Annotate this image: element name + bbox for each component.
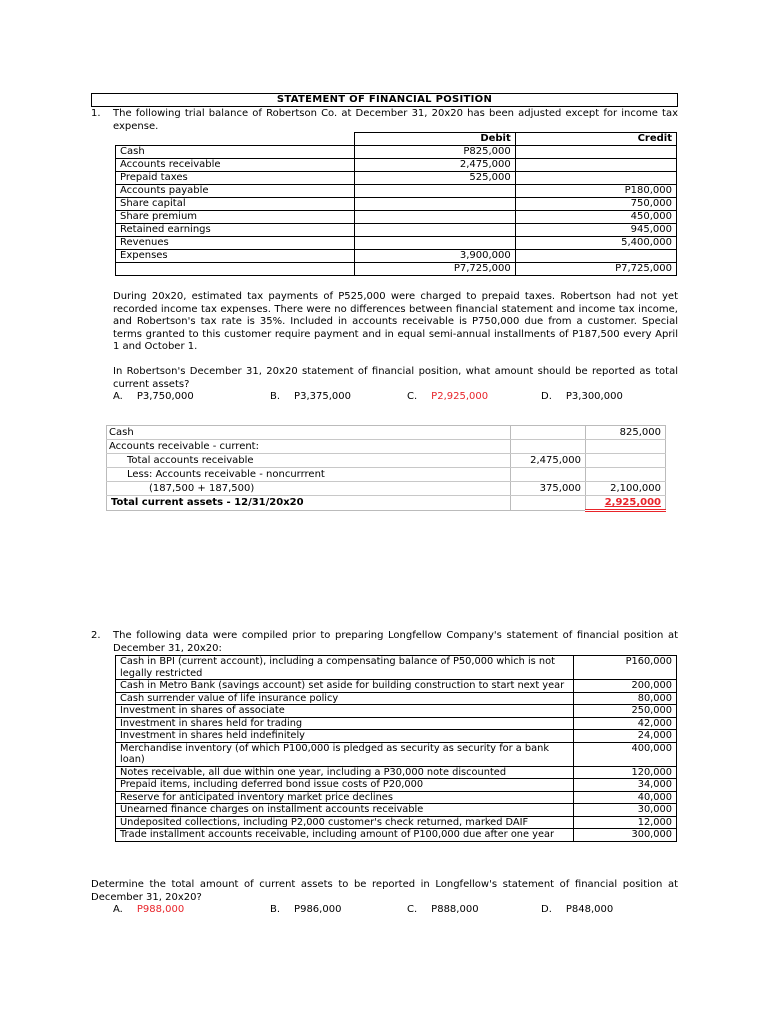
solution-label: Less: Accounts receivable - noncurrrent (107, 468, 511, 482)
debit-amount (354, 237, 515, 250)
trial-balance-row (116, 237, 677, 250)
credit-amount (515, 250, 676, 263)
account-name: Accounts payable (116, 185, 355, 198)
solution-label: Accounts receivable - current: (107, 440, 511, 454)
choice-letter: A. (113, 391, 123, 402)
item-amount: 250,000 (574, 705, 677, 718)
item-amount: 120,000 (574, 766, 677, 779)
solution-row (107, 440, 666, 454)
choice-text: P3,750,000 (136, 391, 194, 402)
item-amount: P160,000 (574, 656, 677, 680)
trial-balance-row (116, 146, 677, 159)
choice-d (541, 904, 613, 915)
item-amount: 200,000 (574, 680, 677, 693)
debit-amount: 3,900,000 (354, 250, 515, 263)
account-name: Accounts receivable (116, 159, 355, 172)
item-description: Investment in shares held indefinitely (116, 730, 574, 743)
solution-label: Total accounts receivable (107, 454, 511, 468)
trial-balance-header (116, 133, 677, 146)
trial-balance-row (116, 211, 677, 224)
solution-total-label: Total current assets - 12/31/20x20 (107, 496, 511, 511)
choice-letter: C. (407, 904, 418, 915)
item-amount: 30,000 (574, 804, 677, 817)
solution-row (107, 426, 666, 440)
data-row (116, 779, 677, 792)
item-description: Undeposited collections, including P2,000 customer's check returned, marked DAIF (116, 816, 574, 829)
account-name (116, 263, 355, 276)
account-name: Share premium (116, 211, 355, 224)
credit-amount (515, 159, 676, 172)
longfellow-data-table (115, 655, 677, 842)
item-amount: 40,000 (574, 791, 677, 804)
question-1-number: 1. (91, 108, 101, 119)
debit-amount (354, 224, 515, 237)
item-amount: 80,000 (574, 692, 677, 705)
data-row (116, 730, 677, 743)
solution-table (106, 425, 666, 512)
solution-amount: 2,100,000 (586, 482, 666, 496)
credit-amount: P180,000 (515, 185, 676, 198)
item-description: Reserve for anticipated inventory market price declines (116, 791, 574, 804)
account-name: Retained earnings (116, 224, 355, 237)
solution-row (107, 468, 666, 482)
item-description: Merchandise inventory (of which P100,000 is pledged as security as security for a bank loan) (116, 742, 574, 766)
question-2-number: 2. (91, 630, 101, 641)
solution-amount (586, 454, 666, 468)
trial-balance-row (116, 172, 677, 185)
document-title: STATEMENT OF FINANCIAL POSITION (91, 93, 678, 107)
account-name: Prepaid taxes (116, 172, 355, 185)
item-description: Cash in Metro Bank (savings account) set aside for building construction to start next year (116, 680, 574, 693)
debit-amount: P825,000 (354, 146, 515, 159)
account-name: Revenues (116, 237, 355, 250)
debit-amount (354, 211, 515, 224)
choice-text: P848,000 (565, 904, 614, 915)
solution-amount (586, 468, 666, 482)
question-2-choices (113, 904, 713, 918)
item-description: Trade installment accounts receivable, including amount of P100,000 due after one year (116, 829, 574, 842)
data-row (116, 829, 677, 842)
item-amount: 24,000 (574, 730, 677, 743)
choice-text: P988,000 (136, 904, 185, 915)
account-name: Share capital (116, 198, 355, 211)
choice-c (407, 904, 479, 915)
item-amount: 34,000 (574, 779, 677, 792)
credit-amount (515, 146, 676, 159)
data-row (116, 717, 677, 730)
choice-text: P3,300,000 (565, 391, 623, 402)
credit-amount: 5,400,000 (515, 237, 676, 250)
choice-letter: D. (541, 391, 552, 402)
choice-b (270, 391, 351, 402)
solution-subtotal: 2,475,000 (511, 454, 586, 468)
debit-amount (354, 185, 515, 198)
question-1-choices (113, 391, 713, 405)
solution-total-row (107, 496, 666, 511)
solution-total-value: 2,925,000 (586, 496, 666, 511)
question-1-paragraph: During 20x20, estimated tax payments of P525,000 were charged to prepaid taxes. Robertson had not yet recorded income tax expenses. There were no differences between financial statement and income tax income, and Robertson's tax rate is 35%. Included in accounts receivable is P750,000 due from a customer. Special terms granted to this customer require payment and in equal semi-annual installments of P187,500 every April 1 and October 1. (113, 291, 678, 352)
question-2-question: Determine the total amount of current assets to be reported in Longfellow's statement of financial position at December 31, 20x20? (91, 879, 678, 903)
question-1-intro: The following trial balance of Robertson Co. at December 31, 20x20 has been adjusted except for income tax expense. (113, 108, 678, 132)
solution-label: Cash (107, 426, 511, 440)
item-description: Unearned finance charges on installment accounts receivable (116, 804, 574, 817)
credit-amount: 450,000 (515, 211, 676, 224)
choice-c (407, 391, 488, 402)
trial-balance-row (116, 263, 677, 276)
item-description: Prepaid items, including deferred bond issue costs of P20,000 (116, 779, 574, 792)
choice-text: P3,375,000 (294, 391, 351, 402)
account-name: Cash (116, 146, 355, 159)
solution-label: (187,500 + 187,500) (107, 482, 511, 496)
choice-letter: D. (541, 904, 552, 915)
solution-subtotal (511, 426, 586, 440)
credit-amount: 945,000 (515, 224, 676, 237)
data-row (116, 742, 677, 766)
choice-d (541, 391, 623, 402)
choice-letter: A. (113, 904, 123, 915)
choice-b (270, 904, 341, 915)
solution-subtotal (511, 468, 586, 482)
question-1-question: In Robertson's December 31, 20x20 statement of financial position, what amount should be reported as total current assets? (113, 366, 678, 390)
credit-header: Credit (515, 133, 676, 146)
item-amount: 12,000 (574, 816, 677, 829)
credit-amount: 750,000 (515, 198, 676, 211)
data-row (116, 766, 677, 779)
account-name: Expenses (116, 250, 355, 263)
trial-balance-row (116, 224, 677, 237)
choice-a (113, 391, 194, 402)
choice-text: P2,925,000 (431, 391, 489, 402)
trial-balance-row (116, 198, 677, 211)
question-2-intro: The following data were compiled prior to preparing Longfellow Company's statement of financial position at December 31, 20x20: (113, 630, 678, 654)
trial-balance-table (115, 132, 677, 276)
item-amount: 42,000 (574, 717, 677, 730)
choice-text: P986,000 (294, 904, 342, 915)
data-row (116, 791, 677, 804)
solution-subtotal (511, 440, 586, 454)
item-description: Investment in shares held for trading (116, 717, 574, 730)
data-row (116, 692, 677, 705)
choice-letter: B. (270, 391, 281, 402)
data-row (116, 705, 677, 718)
debit-header: Debit (354, 133, 515, 146)
data-row (116, 816, 677, 829)
solution-subtotal: 375,000 (511, 482, 586, 496)
solution-row (107, 482, 666, 496)
credit-amount (515, 172, 676, 185)
debit-amount: 2,475,000 (354, 159, 515, 172)
data-row (116, 680, 677, 693)
choice-letter: B. (270, 904, 281, 915)
item-amount: 400,000 (574, 742, 677, 766)
data-row (116, 656, 677, 680)
debit-amount: P7,725,000 (354, 263, 515, 276)
item-description: Notes receivable, all due within one year, including a P30,000 note discounted (116, 766, 574, 779)
debit-amount: 525,000 (354, 172, 515, 185)
credit-amount: P7,725,000 (515, 263, 676, 276)
item-amount: 300,000 (574, 829, 677, 842)
choice-text: P888,000 (431, 904, 479, 915)
item-description: Investment in shares of associate (116, 705, 574, 718)
solution-amount (586, 440, 666, 454)
solution-row (107, 454, 666, 468)
data-row (116, 804, 677, 817)
trial-balance-row (116, 250, 677, 263)
trial-balance-row (116, 159, 677, 172)
item-description: Cash surrender value of life insurance policy (116, 692, 574, 705)
choice-letter: C. (407, 391, 418, 402)
choice-a (113, 904, 184, 915)
item-description: Cash in BPI (current account), including a compensating balance of P50,000 which is not legally restricted (116, 656, 574, 680)
solution-amount: 825,000 (586, 426, 666, 440)
trial-balance-row (116, 185, 677, 198)
debit-amount (354, 198, 515, 211)
